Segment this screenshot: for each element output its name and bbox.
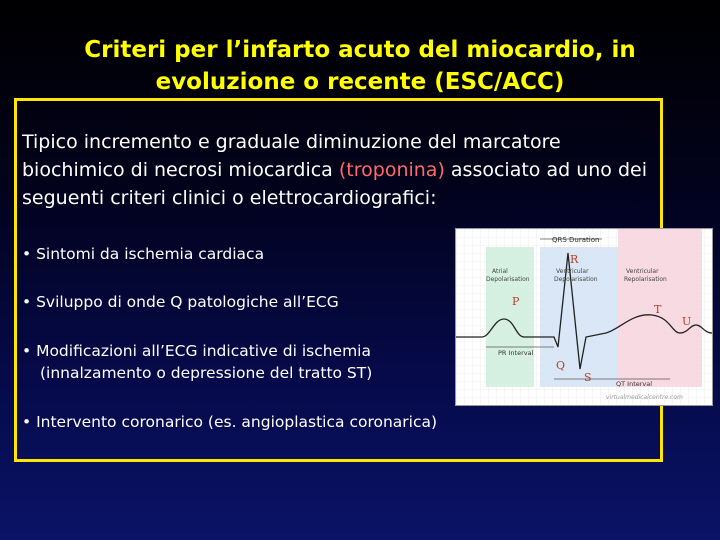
wave-r-label: R [570, 253, 579, 266]
ecg-svg [456, 229, 712, 405]
bullet-intervento: • Intervento coronarico (es. angioplastica coronarica) [22, 413, 438, 431]
wave-p-label: P [512, 295, 520, 308]
vdep-label-1: Ventricular [556, 268, 589, 275]
bullet-onde-q: • Sviluppo di onde Q patologiche all’ECG [22, 293, 339, 311]
wave-u-label: U [682, 315, 692, 328]
wave-t-label: T [654, 303, 662, 316]
qrs-duration-label: QRS Duration [552, 236, 600, 244]
ecg-diagram [455, 228, 713, 406]
ecg-watermark: virtualmedicalcentre.com [606, 394, 683, 401]
vdep-label-2: Depolarisation [554, 276, 598, 283]
intro-text [22, 128, 662, 212]
intro-part-2: associato ad uno dei seguenti criteri clinici o elettrocardiografici: [22, 159, 647, 209]
bullet-modificazioni-sub: (innalzamento o depressione del tratto ST) [40, 364, 373, 382]
bullet-modificazioni-text: • Modificazioni all’ECG indicative di ischemia [22, 342, 371, 360]
atrial-label-1: Atrial [492, 268, 508, 275]
atrial-label-2: Depolarisation [486, 276, 530, 283]
title-line-2: evoluzione o recente (ESC/ACC) [155, 69, 565, 95]
wave-s-label: S [584, 371, 592, 384]
bullet-sintomi: • Sintomi da ischemia cardiaca [22, 245, 265, 263]
vrep-label-1: Ventricular [626, 268, 659, 275]
wave-q-label: Q [556, 359, 566, 372]
vrep-label-2: Repolarisation [624, 276, 667, 283]
title-line-1: Criteri per l’infarto acuto del miocardio, in [84, 37, 636, 63]
pr-interval-label: PR Interval [498, 349, 534, 357]
intro-part-1: Tipico incremento e graduale diminuzione del marcatore biochimico di necrosi miocardica [22, 131, 561, 181]
troponina-highlight: (troponina) [338, 159, 445, 181]
bullet-modificazioni [22, 340, 372, 384]
slide-title [40, 34, 680, 98]
qt-interval-label: QT Interval [616, 380, 653, 388]
